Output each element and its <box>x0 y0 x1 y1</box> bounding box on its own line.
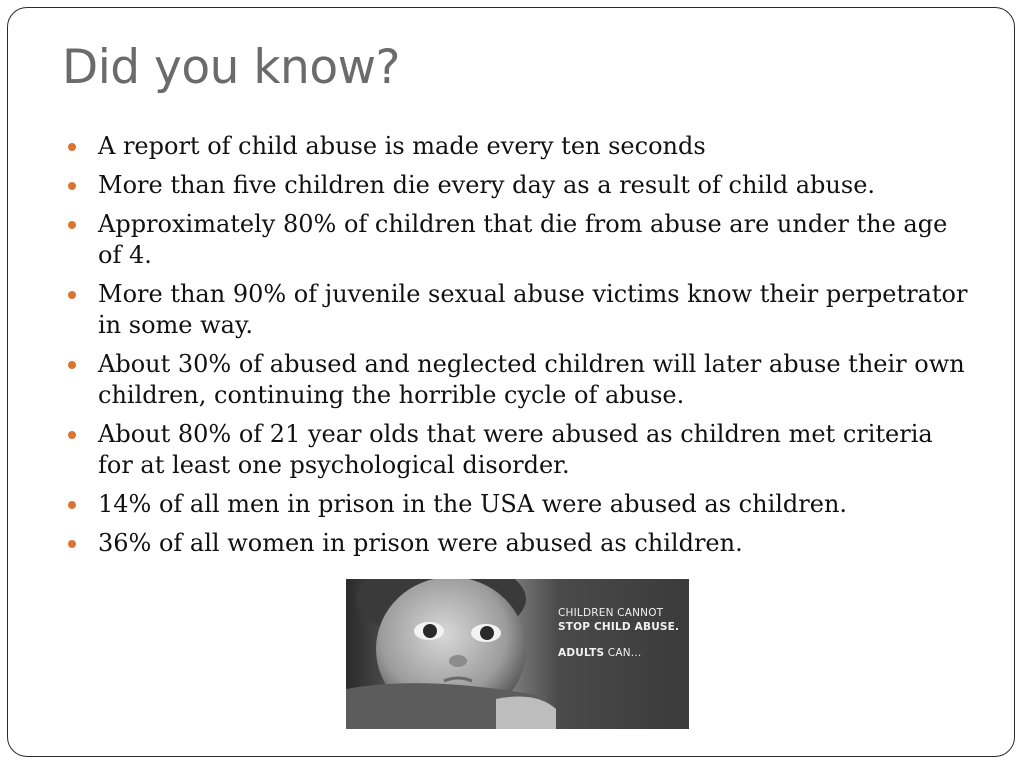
caption-line-3 <box>558 646 679 660</box>
bullet-item <box>68 279 968 341</box>
bullet-text: A report of child abuse is made every ten seconds <box>98 132 706 160</box>
image-caption <box>558 606 679 660</box>
bullet-text: About 80% of 21 year olds that were abused as children met criteria for at least one psychological disorder. <box>98 420 933 479</box>
bullet-dot-icon <box>68 431 76 439</box>
bullet-item <box>68 528 968 559</box>
bullet-dot-icon <box>68 182 76 190</box>
bullet-text: About 30% of abused and neglected children will later abuse their own children, continuing the horrible cycle of abuse. <box>98 350 965 409</box>
bullet-dot-icon <box>68 221 76 229</box>
child-photo <box>346 579 689 729</box>
bullet-dot-icon <box>68 540 76 548</box>
bullet-list <box>68 131 968 567</box>
caption-line-3-rest: CAN... <box>604 647 642 659</box>
caption-line-2: STOP CHILD ABUSE. <box>558 621 680 633</box>
bullet-item <box>68 489 968 520</box>
bullet-item <box>68 131 968 162</box>
bullet-item <box>68 349 968 411</box>
bullet-text: More than 90% of juvenile sexual abuse victims know their perpetrator in some way. <box>98 280 968 339</box>
bullet-text: 14% of all men in prison in the USA were abused as children. <box>98 490 848 518</box>
bullet-text: Approximately 80% of children that die from abuse are under the age of 4. <box>98 210 948 269</box>
bullet-item <box>68 170 968 201</box>
bullet-dot-icon <box>68 501 76 509</box>
bullet-item <box>68 419 968 481</box>
bullet-text: More than five children die every day as a result of child abuse. <box>98 171 876 199</box>
bullet-dot-icon <box>68 291 76 299</box>
bullet-dot-icon <box>68 143 76 151</box>
caption-line-3-bold: ADULTS <box>558 647 605 659</box>
slide-title: Did you know? <box>62 40 400 95</box>
bullet-text: 36% of all women in prison were abused as children. <box>98 529 743 557</box>
caption-line-1: CHILDREN CANNOT <box>558 607 664 619</box>
bullet-item <box>68 209 968 271</box>
bullet-dot-icon <box>68 361 76 369</box>
